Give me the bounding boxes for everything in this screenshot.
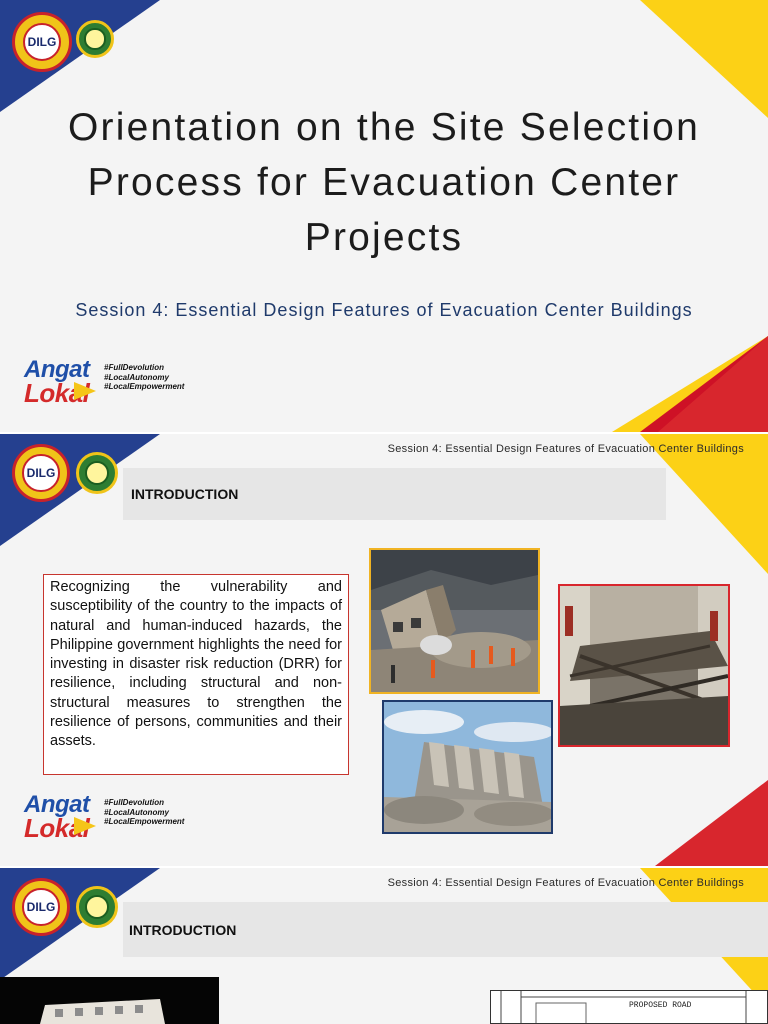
hashtag: #FullDevolution <box>104 798 164 807</box>
angat-arrow-icon <box>74 817 96 835</box>
hashtag-list <box>104 798 184 827</box>
session-header: Session 4: Essential Design Features of Evacuation Center Buildings <box>387 877 744 889</box>
government-seal <box>76 20 114 58</box>
angat-word: Angat <box>24 356 90 383</box>
session-subtitle: Session 4: Essential Design Features of Evacuation Center Buildings <box>75 300 693 320</box>
angat-word: Angat <box>24 791 90 818</box>
title-slide <box>0 0 768 432</box>
section-title: INTRODUCTION <box>131 486 239 502</box>
site-plan-drawing <box>490 990 768 1024</box>
introduction-slide-2 <box>0 868 768 1024</box>
dilg-seal: DILG <box>12 878 70 936</box>
dilg-seal: DILG <box>12 12 72 72</box>
hashtag: #LocalEmpowerment <box>104 382 185 391</box>
section-title: INTRODUCTION <box>129 922 237 938</box>
hashtag: #LocalAutonomy <box>104 807 169 817</box>
dilg-seal: DILG <box>12 444 70 502</box>
section-title-bar <box>123 468 666 520</box>
section-title-bar <box>123 902 768 957</box>
session-header: Session 4: Essential Design Features of Evacuation Center Buildings <box>387 443 744 455</box>
government-seal <box>76 452 118 494</box>
hashtag: #FullDevolution <box>104 363 164 372</box>
collapsed-building-interior-photo <box>558 584 730 747</box>
hashtag: #LocalAutonomy <box>104 372 169 382</box>
lokal-word: Lokal <box>24 378 90 408</box>
plan-road-label: PROPOSED ROAD <box>629 1001 692 1010</box>
presentation-title: Orientation on the Site Selection Process for Evacuation Center Projects <box>68 106 700 259</box>
introduction-slide <box>0 434 768 866</box>
angat-lokal-logo <box>24 356 204 412</box>
angat-arrow-icon <box>74 382 96 400</box>
landslide-photo <box>369 548 540 694</box>
collapsed-building-photo <box>382 700 553 834</box>
hashtag-list <box>104 363 184 392</box>
hashtag: #LocalEmpowerment <box>104 817 185 826</box>
introduction-text: Recognizing the vulnerability and susceptibility of the country to the impacts of natural and human-induced hazards, the Philippine government highlights the need for investing in disaster risk reduction (DRR) for resilience, including structural and non-structural measures to strengthen the resilience of persons, communities and their assets. <box>43 574 349 775</box>
angat-lokal-logo <box>24 791 204 847</box>
evacuation-center-photo <box>0 977 219 1024</box>
lokal-word: Lokal <box>24 813 90 843</box>
government-seal <box>76 886 118 928</box>
